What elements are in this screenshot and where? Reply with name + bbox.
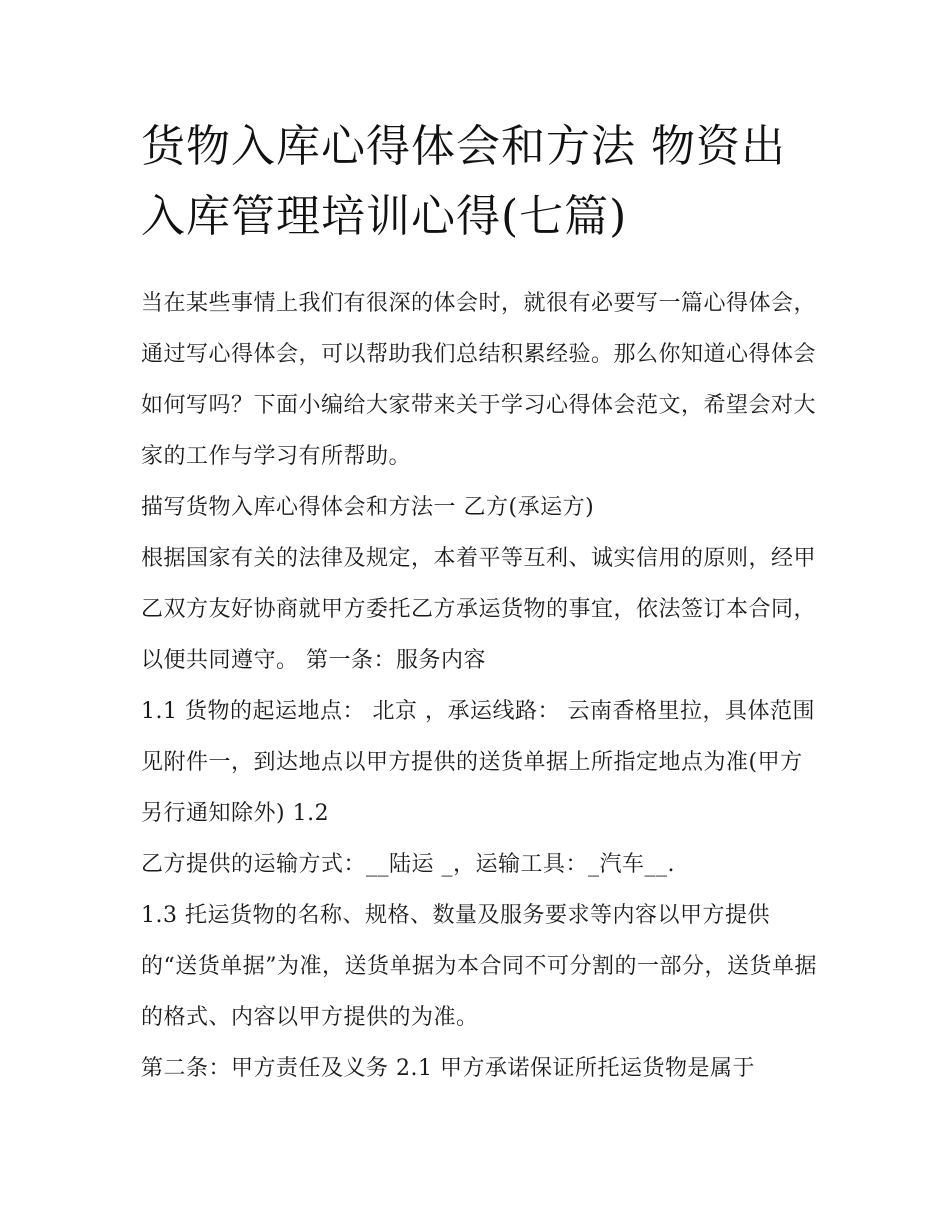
paragraph-intro: 当在某些事情上我们有很深的体会时，就很有必要写一篇心得体会，通过写心得体会，可以帮助我们总结积累经验。那么你知道心得体会如何写吗？下面小编给大家带来关于学习心得体会范文，希望会对大家的工作与学习有所帮助。 [141,291,817,469]
paragraph-clause-1-3: 1.3 托运货物的名称、规格、数量及服务要求等内容以甲方提供的“送货单据”为准，送货单据为本合同不可分割的一部分，送货单据的格式、内容以甲方提供的为准。 [141,903,817,1030]
paragraph-article-2: 第二条：甲方责任及义务 2.1 甲方承诺保证所托运货物是属于 [141,1056,755,1081]
document-title: 货物入库心得体会和方法 物资出入库管理培训心得(七篇) [141,121,786,242]
paragraph-contract-preamble: 根据国家有关的法律及规定，本着平等互利、诚实信用的原则，经甲乙双方友好协商就甲方委托乙方承运货物的事宜，依法签订本合同，以便共同遵守。 第一条：服务内容 [141,546,817,673]
document-body [141,278,821,1094]
paragraph-section-heading: 描写货物入库心得体会和方法一 乙方(承运方) [141,495,595,520]
paragraph-clause-1-1: 1.1 货物的起运地点： 北京 ，承运线路： 云南香格里拉，具体范围见附件一，到达地点以甲方提供的送货单据上所指定地点为准(甲方另行通知除外) 1.2 [141,699,815,826]
paragraph-transport-method: 乙方提供的运输方式：__陆运 _，运输工具：_汽车__. [141,852,675,877]
